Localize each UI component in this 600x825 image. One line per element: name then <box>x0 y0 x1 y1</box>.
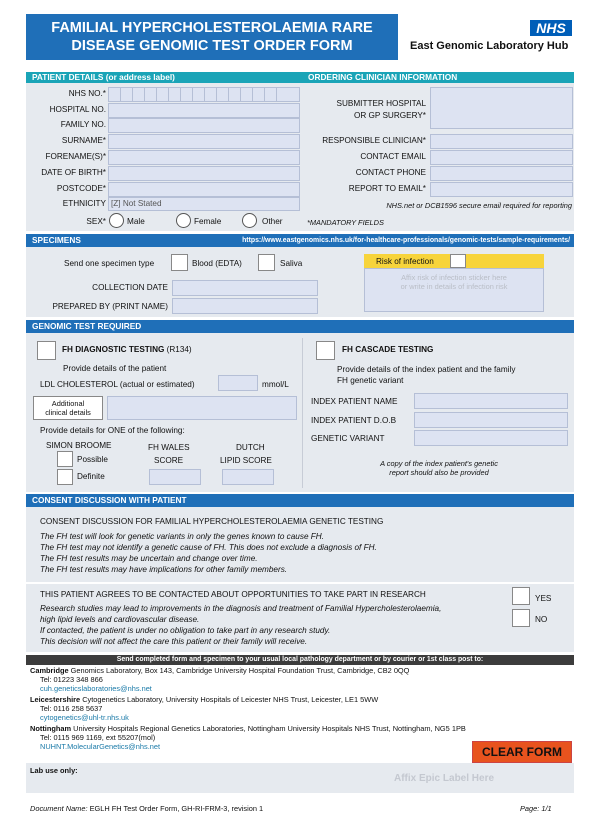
ldl-field[interactable] <box>218 375 258 391</box>
lab-use-label: Lab use only: <box>30 766 78 775</box>
index-name-label: INDEX PATIENT NAME <box>311 397 398 406</box>
cambridge-email-link[interactable]: cuh.geneticslaboratories@nhs.net <box>40 684 152 693</box>
research-yes-checkbox[interactable] <box>512 587 530 605</box>
nottingham-tel: Tel: 0115 969 1169, ext 55207(mol) <box>40 733 156 742</box>
nottingham-addr: University Hospitals Regional Genetics Laboratories, Nottingham University Hospitals NHS Trust, Nottingham, NG5 1PB <box>73 724 466 733</box>
contact-phone-label: CONTACT PHONE <box>355 168 426 177</box>
sex-other-radio[interactable] <box>242 213 257 228</box>
research-line-3: If contacted, the patient is under no obligation to take part in any research study. <box>40 626 331 635</box>
research-line-2: high lipid levels and cardiovascular disease. <box>40 615 200 624</box>
leicester-name: Leicestershire <box>30 695 81 704</box>
provide-one-label: Provide details for ONE of the following: <box>40 426 185 435</box>
index-name-field[interactable] <box>414 393 568 409</box>
dob-label: DATE OF BIRTH* <box>41 168 106 177</box>
genomic-heading: GENOMIC TEST REQUIRED <box>26 320 574 333</box>
nottingham-address <box>30 724 466 733</box>
possible-checkbox[interactable] <box>57 451 73 467</box>
prepared-by-label: PREPARED BY (PRINT NAME) <box>52 302 168 311</box>
cambridge-addr: Genomics Laboratory, Box 143, Cambridge University Hospital Foundation Trust, Cambridge, CB2 0QQ <box>70 666 410 675</box>
contact-email-label: CONTACT EMAIL <box>360 152 426 161</box>
research-yes-label: YES <box>535 594 552 603</box>
leicester-tel: Tel: 0116 258 5637 <box>40 704 103 713</box>
hospital-no-field[interactable] <box>108 103 300 118</box>
affix-risk-line1: Affix risk of infection sticker here <box>401 273 507 282</box>
leicester-email-link[interactable]: cytogenetics@uhl-tr.nhs.uk <box>40 713 129 722</box>
page-number <box>520 804 552 813</box>
title-line1: FAMILIAL HYPERCHOLESTEROLAEMIA RARE <box>51 20 373 36</box>
fh-diagnostic-title: FH DIAGNOSTIC TESTING <box>62 345 165 354</box>
copy-note-line1: A copy of the index patient's genetic <box>380 459 498 468</box>
possible-label: Possible <box>77 455 108 464</box>
consent-heading: CONSENT DISCUSSION WITH PATIENT <box>26 494 574 507</box>
sex-male-radio[interactable] <box>109 213 124 228</box>
fh-wales-line1: FH WALES <box>148 443 190 452</box>
page-value: 1/1 <box>541 804 552 813</box>
research-no-checkbox[interactable] <box>512 609 530 627</box>
sex-female-label: Female <box>194 217 222 226</box>
sex-male-label: Male <box>127 217 145 226</box>
patient-heading: PATIENT DETAILS (or address label) <box>26 72 302 83</box>
nottingham-email-link[interactable]: NUHNT.MolecularGenetics@nhs.net <box>40 742 161 751</box>
document-name <box>30 804 263 813</box>
forenames-field[interactable] <box>108 150 300 165</box>
provide-patient-label: Provide details of the patient <box>63 364 167 373</box>
nhs-no-label: NHS NO.* <box>68 89 106 98</box>
affix-risk-line2: or write in details of infection risk <box>400 282 508 291</box>
risk-label: Risk of infection <box>376 257 434 266</box>
forenames-label: FORENAME(S)* <box>45 152 106 161</box>
definite-label: Definite <box>77 472 105 481</box>
family-no-field[interactable] <box>108 118 300 133</box>
specimens-title: SPECIMENS <box>32 235 81 245</box>
saliva-checkbox[interactable] <box>258 254 275 271</box>
blood-label: Blood (EDTA) <box>192 259 242 268</box>
definite-checkbox[interactable] <box>57 469 73 485</box>
document-name-label: Document Name: <box>30 804 88 813</box>
dutch-score-field[interactable] <box>222 469 274 485</box>
research-line-4: This decision will not affect the care this patient or their family will receive. <box>40 637 308 646</box>
fh-wales-line2: SCORE <box>154 456 184 465</box>
ldl-unit: mmol/L <box>262 380 289 389</box>
blood-checkbox[interactable] <box>171 254 188 271</box>
cascade-line1: Provide details of the index patient and the family <box>337 365 516 374</box>
surname-label: SURNAME* <box>61 136 106 145</box>
family-no-label: FAMILY NO. <box>60 120 106 129</box>
responsible-clinician-field[interactable] <box>430 134 573 149</box>
fh-cascade-checkbox[interactable] <box>316 341 335 360</box>
title-line2: DISEASE GENOMIC TEST ORDER FORM <box>71 38 353 54</box>
consent-line-4: The FH test results may have implications for other family members. <box>40 565 288 574</box>
dutch-line1: DUTCH <box>236 443 265 452</box>
consent-title: CONSENT DISCUSSION FOR FAMILIAL HYPERCHOLESTEROLAEMIA GENETIC TESTING <box>40 517 384 526</box>
additional-line1: Additional <box>51 399 85 408</box>
submitter-label-1: SUBMITTER HOSPITAL <box>336 99 426 108</box>
contact-phone-field[interactable] <box>430 166 573 181</box>
clinician-heading: ORDERING CLINICIAN INFORMATION <box>302 72 574 83</box>
research-no-label: NO <box>535 615 548 624</box>
nhs-logo: NHS <box>530 20 572 36</box>
index-dob-field[interactable] <box>414 412 568 428</box>
research-title: THIS PATIENT AGREES TO BE CONTACTED ABOUT OPPORTUNITIES TO TAKE PART IN RESEARCH <box>40 590 426 599</box>
postcode-field[interactable] <box>108 182 300 197</box>
cascade-line2: FH genetic variant <box>337 376 404 385</box>
nottingham-name: Nottingham <box>30 724 72 733</box>
risk-checkbox[interactable] <box>450 254 466 268</box>
ldl-label: LDL CHOLESTEROL (actual or estimated) <box>40 380 195 389</box>
fh-diagnostic-label <box>62 345 192 355</box>
prepared-by-field[interactable] <box>172 298 318 314</box>
dob-field[interactable] <box>108 166 300 181</box>
submitter-hospital-field[interactable] <box>430 87 573 129</box>
sex-label: SEX* <box>86 217 106 226</box>
additional-line2: clinical details <box>45 408 91 417</box>
surname-field[interactable] <box>108 134 300 149</box>
dutch-line2: LIPID SCORE <box>220 456 272 465</box>
submitter-label-2: OR GP SURGERY* <box>353 111 426 120</box>
consent-line-1: The FH test will look for genetic variants in only the genes known to cause FH. <box>40 532 324 541</box>
fh-diagnostic-checkbox[interactable] <box>37 341 56 360</box>
collection-date-label: COLLECTION DATE <box>92 283 168 292</box>
fh-cascade-label: FH CASCADE TESTING <box>342 345 434 354</box>
fh-diagnostic-code: (R134) <box>166 345 192 354</box>
document-name-value: EGLH FH Test Order Form, GH-RI-FRM-3, revision 1 <box>89 804 264 813</box>
clear-form-button[interactable]: CLEAR FORM <box>472 741 572 763</box>
additional-details-field[interactable] <box>107 396 297 420</box>
sex-female-radio[interactable] <box>176 213 191 228</box>
ethnicity-select[interactable]: [Z] Not Stated <box>108 197 300 211</box>
nhs-no-field[interactable] <box>108 87 300 102</box>
cambridge-address <box>30 666 409 675</box>
secure-email-note: NHS.net or DCB1596 secure email required for reporting <box>386 201 572 210</box>
cambridge-tel: Tel: 01223 348 866 <box>40 675 103 684</box>
postcode-label: POSTCODE* <box>56 184 106 193</box>
genetic-variant-label: GENETIC VARIANT <box>311 434 385 443</box>
mandatory-note: *MANDATORY FIELDS <box>307 218 384 227</box>
ethnicity-label: ETHNICITY <box>62 199 106 208</box>
responsible-clinician-label: RESPONSIBLE CLINICIAN* <box>322 136 426 145</box>
fh-wales-score-field[interactable] <box>149 469 201 485</box>
research-line-1: Research studies may lead to improvements in the diagnosis and treatment of Familial Hypercholesterolaemia, <box>40 604 442 613</box>
report-email-label: REPORT TO EMAIL* <box>348 184 426 193</box>
genomic-divider <box>302 338 303 488</box>
send-one-label: Send one specimen type <box>64 259 155 268</box>
send-heading: Send completed form and specimen to your usual local pathology department or by courier or 1st class post to: <box>26 655 574 665</box>
hub-name: East Genomic Laboratory Hub <box>410 40 569 52</box>
contact-email-field[interactable] <box>430 150 573 165</box>
consent-line-2: The FH test may not identify a genetic cause of FH. This does not exclude a diagnosis of FH. <box>40 543 377 552</box>
genetic-variant-field[interactable] <box>414 430 568 446</box>
leicester-address <box>30 695 378 704</box>
copy-note-line2: report should also be provided <box>389 468 489 477</box>
sample-requirements-link[interactable]: https://www.eastgenomics.nhs.uk/for-healthcare-professionals/genomic-tests/sample-requirements/ <box>242 237 570 244</box>
sex-other-label: Other <box>262 217 283 226</box>
saliva-label: Saliva <box>280 259 303 268</box>
consent-line-3: The FH test results may be uncertain and change over time. <box>40 554 258 563</box>
collection-date-field[interactable] <box>172 280 318 296</box>
form-title <box>26 14 398 60</box>
page-label: Page: <box>520 804 540 813</box>
leicester-addr: Cytogenetics Laboratory, University Hospitals of Leicester NHS Trust, Leicester, LE1 5WW <box>82 695 379 704</box>
simon-broome-label: SIMON BROOME <box>46 441 112 450</box>
hospital-no-label: HOSPITAL NO. <box>49 105 106 114</box>
affix-epic-label: Affix Epic Label Here <box>394 773 495 784</box>
index-dob-label: INDEX PATIENT D.O.B <box>311 416 397 425</box>
report-email-field[interactable] <box>430 182 573 197</box>
cambridge-name: Cambridge <box>30 666 69 675</box>
